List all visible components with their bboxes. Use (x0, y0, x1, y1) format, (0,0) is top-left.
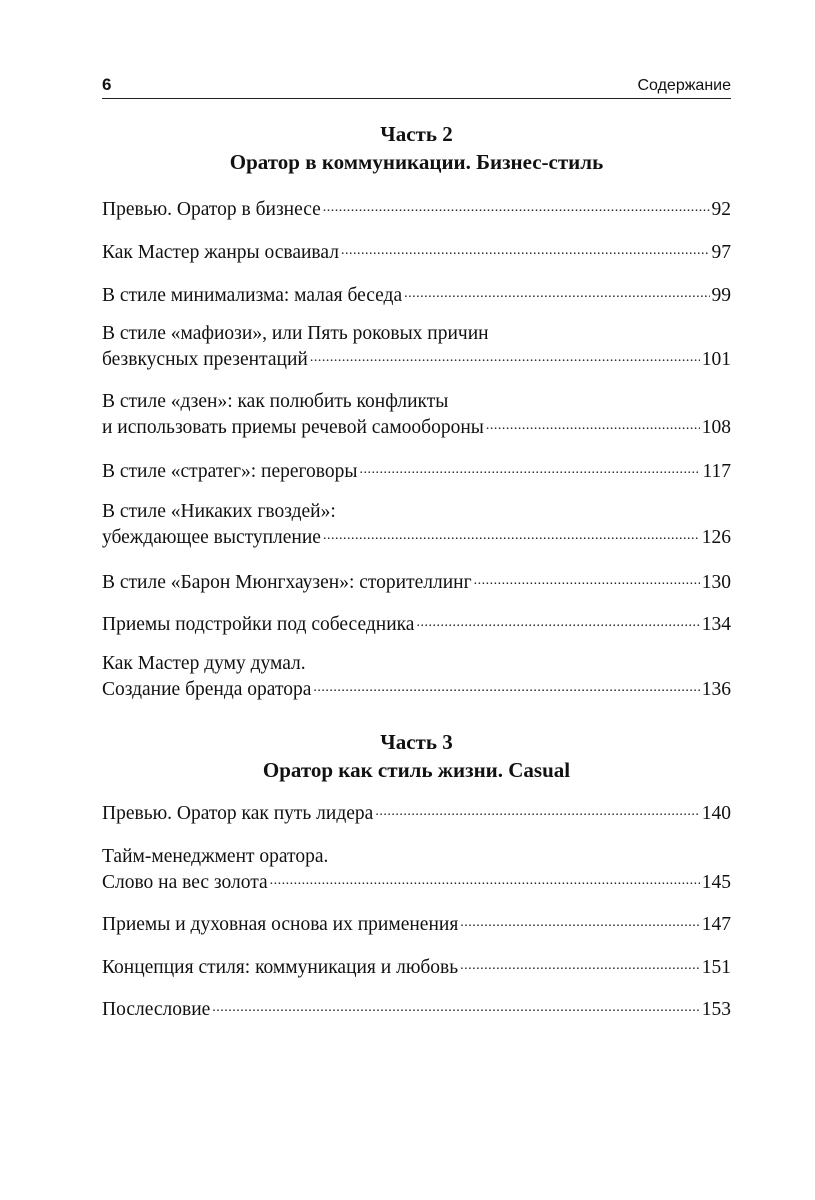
running-title: Содержание (637, 77, 731, 94)
toc-entry-title-line: Приемы подстройки под собеседника (102, 613, 415, 635)
toc-entry-title-line: и использовать приемы речевой самообороны (102, 416, 484, 438)
dot-leader (270, 868, 700, 888)
toc-entry-title-line: Превью. Оратор как путь лидера (102, 802, 374, 824)
dot-leader (323, 195, 710, 215)
toc-entry-title-line: Тайм-менеджмент оратора. (102, 846, 329, 867)
toc-entry-title-line: В стиле «Никаких гвоздей»: (102, 501, 336, 522)
toc-entry-title-line: безвкусных презентаций (102, 348, 308, 370)
dot-leader (313, 675, 699, 695)
toc-page-number: 99 (711, 284, 731, 306)
toc-page-number: 147 (701, 913, 731, 935)
toc-page-number: 153 (701, 998, 731, 1020)
page-header (102, 74, 731, 99)
toc-entry-title-line: Превью. Оратор в бизнесе (102, 198, 321, 220)
toc-page-number: 97 (711, 241, 731, 263)
dot-leader (416, 610, 699, 630)
toc-entry-title-line: Послесловие (102, 998, 211, 1020)
toc-entry[interactable] (102, 652, 731, 701)
dot-leader (460, 910, 699, 930)
toc-entry-title-line: Концепция стиля: коммуникация и любовь (102, 956, 459, 978)
toc-entry[interactable] (102, 281, 731, 307)
toc-entry-title-line: Как Мастер жанры осваивал (102, 241, 339, 263)
toc-page-number: 108 (701, 416, 731, 438)
toc-entry[interactable] (102, 845, 731, 894)
dot-leader (375, 799, 699, 819)
toc-entry[interactable] (102, 910, 731, 936)
toc-entry-title-line: убеждающее выступление (102, 526, 321, 548)
toc-entry[interactable] (102, 322, 731, 371)
toc-entry-title-line: В стиле «Барон Мюнгхаузен»: сторителлинг (102, 571, 472, 593)
toc-entry[interactable] (102, 457, 731, 483)
toc-entry-title-line: Приемы и духовная основа их применения (102, 913, 459, 935)
toc-entry-title-line: В стиле «дзен»: как полюбить конфликты (102, 391, 449, 412)
toc-page-number: 101 (701, 348, 731, 370)
toc-entry[interactable] (102, 953, 731, 979)
toc-entry-title-line: В стиле «стратег»: переговоры (102, 460, 358, 482)
toc-page-number: 140 (701, 802, 731, 824)
dot-leader (310, 345, 700, 365)
part-2-title: Оратор в коммуникации. Бизнес-стиль (229, 150, 604, 174)
part-3-heading (102, 728, 731, 784)
dot-leader (359, 457, 700, 477)
toc-entry[interactable] (102, 500, 731, 549)
dot-leader (474, 568, 700, 588)
toc-entry-title-line: В стиле минимализма: малая беседа (102, 284, 403, 306)
dot-leader (404, 281, 709, 301)
toc-page-number: 136 (701, 678, 731, 700)
part-3-title: Оратор как стиль жизни. Casual (262, 758, 571, 782)
toc-page-number: 126 (701, 526, 731, 548)
toc-entry[interactable] (102, 238, 731, 264)
toc-entry-title-line: Как Мастер думу думал. (102, 653, 306, 674)
part-2-heading (102, 120, 731, 176)
toc-page-number: 134 (701, 613, 731, 635)
toc-page-number: 92 (711, 198, 731, 220)
part-2-label: Часть 2 (380, 122, 453, 146)
toc-entry[interactable] (102, 568, 731, 594)
page-number: 6 (102, 75, 112, 94)
toc-page-number: 145 (701, 871, 731, 893)
dot-leader (486, 413, 700, 433)
toc-page-number: 151 (701, 956, 731, 978)
dot-leader (460, 953, 700, 973)
dot-leader (212, 995, 699, 1015)
toc-entry[interactable] (102, 995, 731, 1021)
toc-entry-title-line: Слово на вес золота (102, 871, 268, 893)
dot-leader (341, 238, 710, 258)
toc-entry[interactable] (102, 390, 731, 439)
toc-page-number: 130 (701, 571, 731, 593)
part-3-label: Часть 3 (380, 730, 453, 754)
toc-entry[interactable] (102, 610, 731, 636)
toc-entry[interactable] (102, 799, 731, 825)
toc-entry-title-line: Создание бренда оратора (102, 678, 312, 700)
dot-leader (323, 523, 700, 543)
toc-entry[interactable] (102, 195, 731, 221)
toc-page-number: 117 (702, 460, 731, 482)
toc-entry-title-line: В стиле «мафиози», или Пять роковых причин (102, 323, 489, 344)
